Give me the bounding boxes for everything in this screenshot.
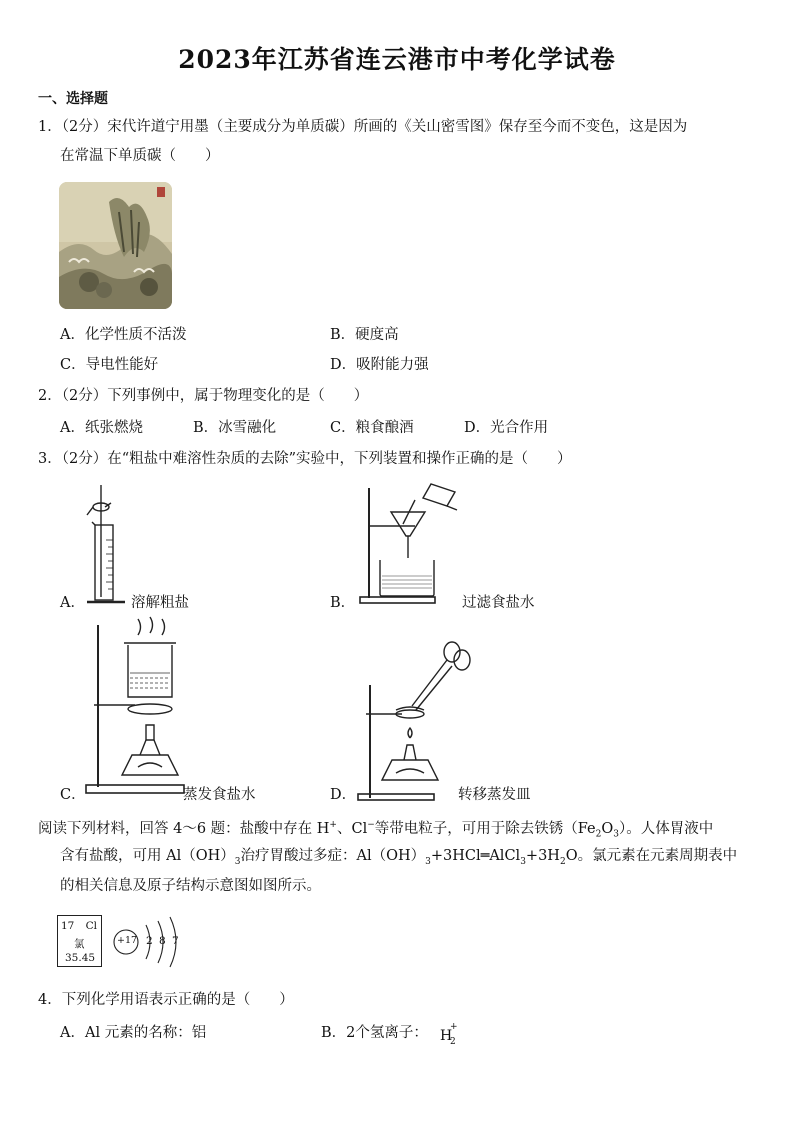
q3-option-c-caption: 蒸发食盐水 [183,787,256,803]
atomic-number: 17 [61,920,75,932]
q2-stem: 2．（2分）下列事例中，属于物理变化的是（ ） [38,388,369,404]
q1-option-d: D．吸附能力强 [330,357,429,373]
reading-line3: 的相关信息及原子结构示意图如图所示。 [60,878,321,894]
q1-stem-line1: 1．（2分）宋代许道宁用墨（主要成分为单质碳）所画的《关山密雪图》保存至今而不变色，这是因为 [38,119,688,135]
atomic-mass: 35.45 [65,952,96,964]
shell-3-electrons: 7 [172,935,179,947]
snow-mountain-painting-image [59,182,172,309]
q1-option-a: A．化学性质不活泼 [60,327,187,343]
q4-option-b: B．2个氢离子： [321,1025,428,1041]
q3-option-c-letter: C． [60,787,86,803]
q2-option-c: C．粮食酿酒 [330,420,414,436]
reading-line2: 含有盐酸，可用 $Al(OH)_3$治疗胃酸过多症：$Al(OH)_3+3HCl═AlCl_3+3H_2O$。氯元素在元素周期表中 [60,848,738,867]
nucleus-charge: +17 [117,935,138,946]
q3-option-d-letter: D． [330,787,357,803]
apparatus-transfer-evaporating-dish [352,630,472,800]
q2-option-a: A．纸张燃烧 [60,420,143,436]
q2-option-d: D．光合作用 [464,420,549,436]
apparatus-filtration [355,480,470,605]
apparatus-evaporation [80,615,190,800]
reading-line1: 阅读下列材料，回答 4～6 题：盐酸中存在 H+、Cl−等带电粒子，可用于除去铁锈$(Fe_2O_3)$。人体胃液中 [38,820,714,840]
q1-option-b: B．硬度高 [330,327,399,343]
q4-option-b-formula: H + 2 [440,1022,458,1047]
q3-option-a-caption: 溶解粗盐 [131,595,189,611]
q3-stem: 3．（2分）在“粗盐中难溶性杂质的去除”实验中，下列装置和操作正确的是（ ） [38,451,572,467]
q4-stem: 4．下列化学用语表示正确的是（ ） [38,992,294,1008]
q3-option-a-letter: A． [60,595,85,611]
shell-1-electrons: 2 [146,935,153,947]
q3-option-b-caption: 过滤食盐水 [462,595,535,611]
section-heading-choice: 一、选择题 [38,91,108,107]
shell-2-electrons: 8 [159,935,166,947]
q3-option-b-letter: B． [330,595,356,611]
element-name: 氯 [74,938,85,950]
q3-option-d-caption: 转移蒸发皿 [458,787,531,803]
q2-option-b: B．冰雪融化 [193,420,277,436]
q1-stem-line2: 在常温下单质碳（ ） [60,148,220,164]
element-symbol: Cl [85,920,97,932]
q4-option-a: A．Al 元素的名称：铝 [60,1025,207,1041]
apparatus-dissolving-graduated-cylinder [75,485,135,610]
q1-option-c: C．导电性能好 [60,357,159,373]
page-title: 2023年江苏省连云港市中考化学试卷 [178,45,616,74]
periodic-table-cell-chlorine [57,915,102,967]
